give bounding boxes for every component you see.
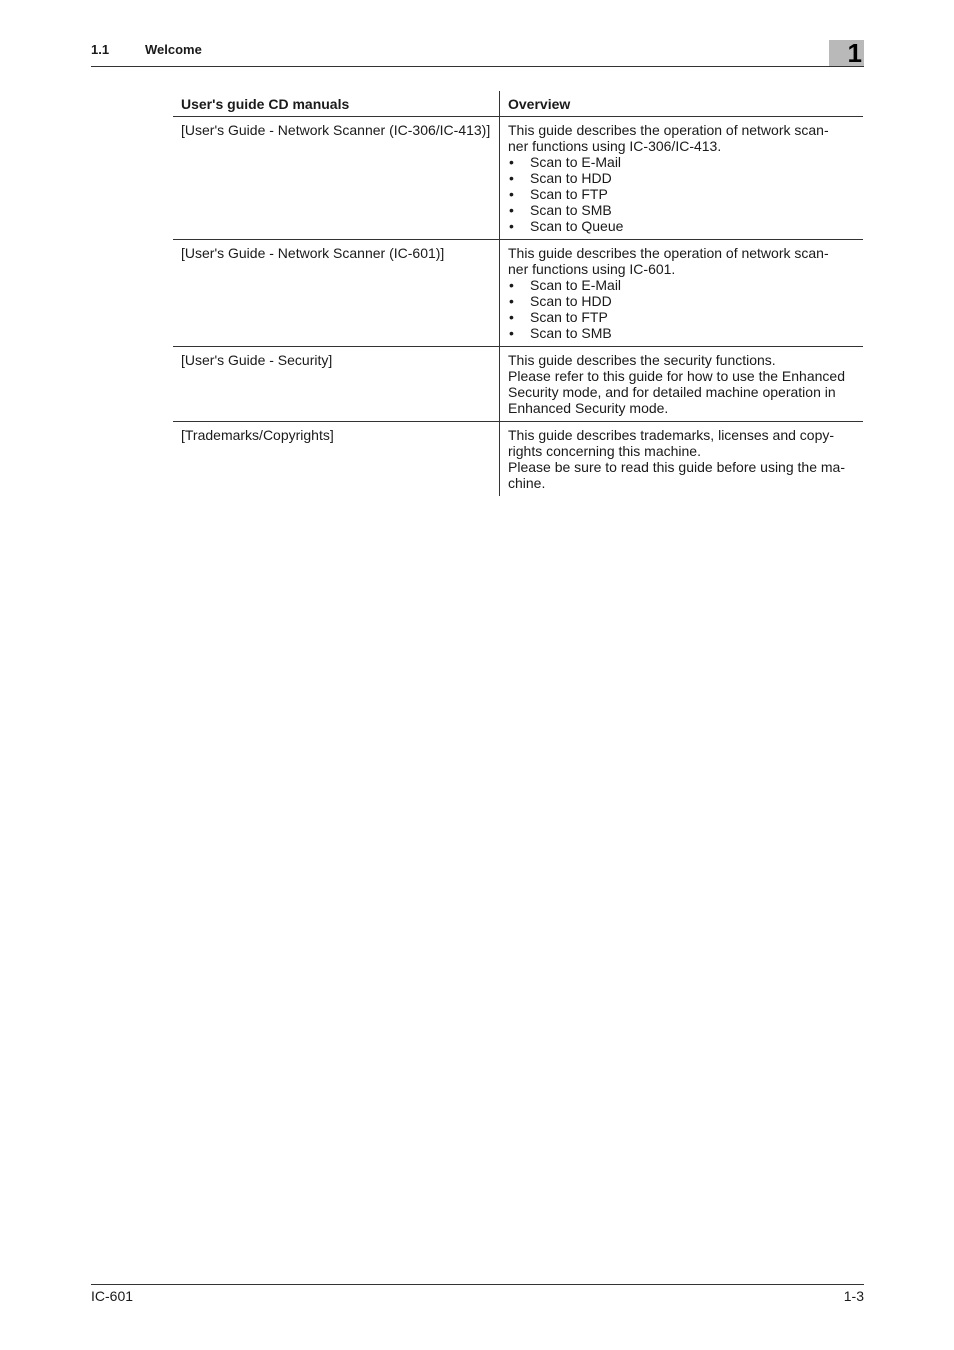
overview-line: This guide describes the operation of network scan- bbox=[508, 122, 829, 138]
page-header bbox=[91, 36, 864, 67]
overview-line: ner functions using IC-601. bbox=[508, 261, 676, 277]
overview-line: This guide describes the security functions. bbox=[508, 352, 776, 368]
chapter-tab: 1 bbox=[829, 40, 864, 66]
overview-line: Enhanced Security mode. bbox=[508, 400, 669, 416]
list-item: • Scan to FTP bbox=[508, 186, 855, 202]
feature-list bbox=[508, 277, 855, 341]
list-item: • Scan to SMB bbox=[508, 325, 855, 341]
list-item: • Scan to HDD bbox=[508, 170, 855, 186]
overview-line: This guide describes trademarks, licenses and copy- bbox=[508, 427, 835, 443]
section-number: 1.1 bbox=[91, 42, 110, 57]
list-item: • Scan to E-Mail bbox=[508, 277, 855, 293]
manual-name: [Trademarks/Copyrights] bbox=[173, 422, 500, 497]
table-row bbox=[173, 117, 863, 240]
section-title: Welcome bbox=[145, 42, 202, 57]
overview-line: Please be sure to read this guide before using the ma- bbox=[508, 459, 845, 475]
table-row bbox=[173, 422, 863, 497]
list-item: • Scan to E-Mail bbox=[508, 154, 855, 170]
column-header-overview: Overview bbox=[500, 91, 864, 117]
manuals-table bbox=[173, 91, 863, 496]
overview-line: ner functions using IC-306/IC-413. bbox=[508, 138, 722, 154]
manual-name: [User's Guide - Network Scanner (IC-306/IC-413)] bbox=[173, 117, 500, 240]
footer-page-number: 1-3 bbox=[843, 1288, 864, 1304]
manual-overview bbox=[500, 240, 864, 347]
manual-name: [User's Guide - Network Scanner (IC-601)] bbox=[173, 240, 500, 347]
table-body bbox=[173, 117, 863, 497]
table-row bbox=[173, 240, 863, 347]
list-item: • Scan to Queue bbox=[508, 218, 855, 234]
list-item: • Scan to FTP bbox=[508, 309, 855, 325]
table-header-row bbox=[173, 91, 863, 117]
list-item: • Scan to SMB bbox=[508, 202, 855, 218]
list-item: • Scan to HDD bbox=[508, 293, 855, 309]
manual-overview bbox=[500, 347, 864, 422]
manual-overview bbox=[500, 117, 864, 240]
manual-name: [User's Guide - Security] bbox=[173, 347, 500, 422]
page-footer bbox=[91, 1284, 864, 1304]
overview-line: rights concerning this machine. bbox=[508, 443, 701, 459]
overview-line: This guide describes the operation of network scan- bbox=[508, 245, 829, 261]
footer-product: IC-601 bbox=[91, 1288, 134, 1304]
overview-line: Security mode, and for detailed machine operation in bbox=[508, 384, 836, 400]
manual-overview bbox=[500, 422, 864, 497]
feature-list bbox=[508, 154, 855, 234]
overview-line: chine. bbox=[508, 475, 546, 491]
column-header-manuals: User's guide CD manuals bbox=[173, 91, 500, 117]
overview-line: Please refer to this guide for how to use the Enhanced bbox=[508, 368, 845, 384]
table-row bbox=[173, 347, 863, 422]
